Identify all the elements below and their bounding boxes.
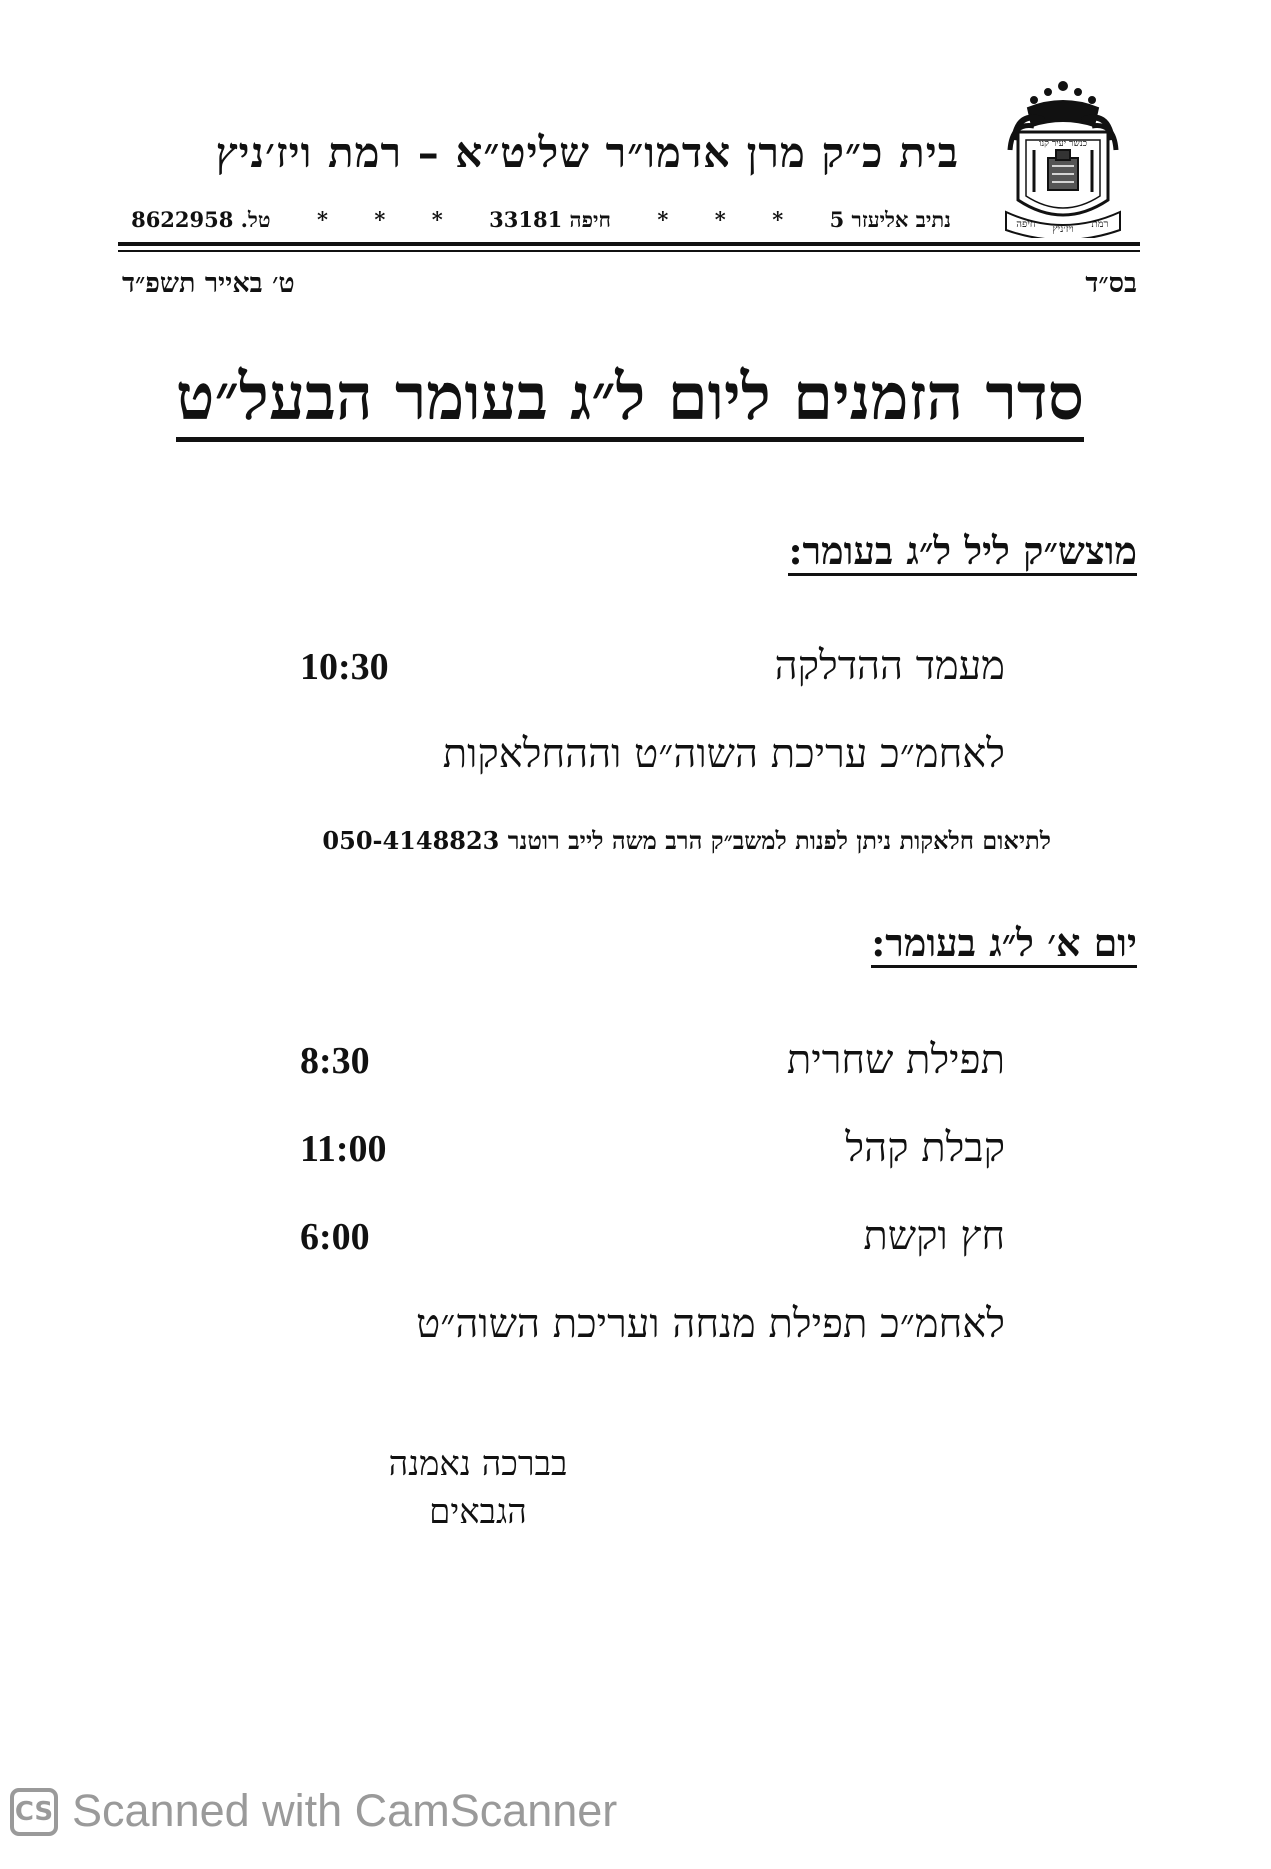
hebrew-date: ט׳ באייר תשפ״ד xyxy=(122,268,295,299)
schedule-item-label: מעמד ההדלקה xyxy=(774,643,1005,689)
header-divider-thin xyxy=(118,250,1140,252)
contact-note: לתיאום חלאקות ניתן לפנות למשב״ק הרב משה לייב רוטנר 050-4148823 xyxy=(322,826,1051,855)
separator-star: * xyxy=(714,207,726,232)
separator-star: * xyxy=(772,207,784,232)
schedule-item-label: לאחמ״כ עריכת השוה״ט וההחלאקות xyxy=(442,731,1005,777)
city-zip: חיפה 33181 xyxy=(489,207,611,232)
camscanner-logo-icon: CS xyxy=(10,1788,58,1836)
separator-star: * xyxy=(374,207,386,232)
svg-text:חיפה: חיפה xyxy=(1016,219,1036,230)
closing-signature: הגבאים xyxy=(429,1492,527,1532)
institution-address-line xyxy=(131,207,951,233)
schedule-item-label: חץ וקשת xyxy=(863,1213,1005,1259)
schedule-item-label: קבלת קהל xyxy=(845,1125,1005,1171)
svg-text:רמת: רמת xyxy=(1091,219,1109,230)
svg-text:ויז׳ניץ: ויז׳ניץ xyxy=(1052,224,1074,235)
page-title xyxy=(140,360,1120,435)
institution-name: בית כ״ק מרן אדמו״ר שליט״א – רמת ויז׳ניץ xyxy=(215,128,959,177)
closing-greeting: בברכה נאמנה xyxy=(388,1444,568,1484)
separator-star: * xyxy=(431,207,443,232)
street-address: נתיב אליעזר 5 xyxy=(829,207,951,232)
svg-text:כנשר יעיר קנו: כנשר יעיר קנו xyxy=(1038,139,1088,149)
schedule-item-time: 6:00 xyxy=(300,1216,370,1258)
schedule-item-label: לאחמ״כ תפילת מנחה ועריכת השוה״ט xyxy=(416,1301,1005,1347)
institution-logo xyxy=(1004,80,1122,238)
header-divider-thick xyxy=(118,242,1140,246)
schedule-item-label: תפילת שחרית xyxy=(786,1037,1005,1083)
page-title-text: סדר הזמנים ליום ל״ג בעומר הבעל״ט xyxy=(176,360,1084,442)
section-heading-eve xyxy=(788,528,1137,574)
section-heading-text: יום א׳ ל״ג בעומר: xyxy=(871,920,1137,968)
separator-star: * xyxy=(316,207,328,232)
schedule-item-time: 10:30 xyxy=(300,646,389,688)
scan-watermark: Scanned with CamScanner xyxy=(72,1785,618,1836)
separator-star: * xyxy=(657,207,669,232)
bsd-mark: בס״ד xyxy=(1085,268,1137,299)
schedule-item-time: 11:00 xyxy=(300,1128,387,1170)
section-heading-text: מוצש״ק ליל ל״ג בעומר: xyxy=(788,528,1137,576)
section-heading-day xyxy=(871,920,1137,966)
schedule-item-time: 8:30 xyxy=(300,1040,370,1082)
phone-number: טל. 8622958 xyxy=(131,207,271,232)
